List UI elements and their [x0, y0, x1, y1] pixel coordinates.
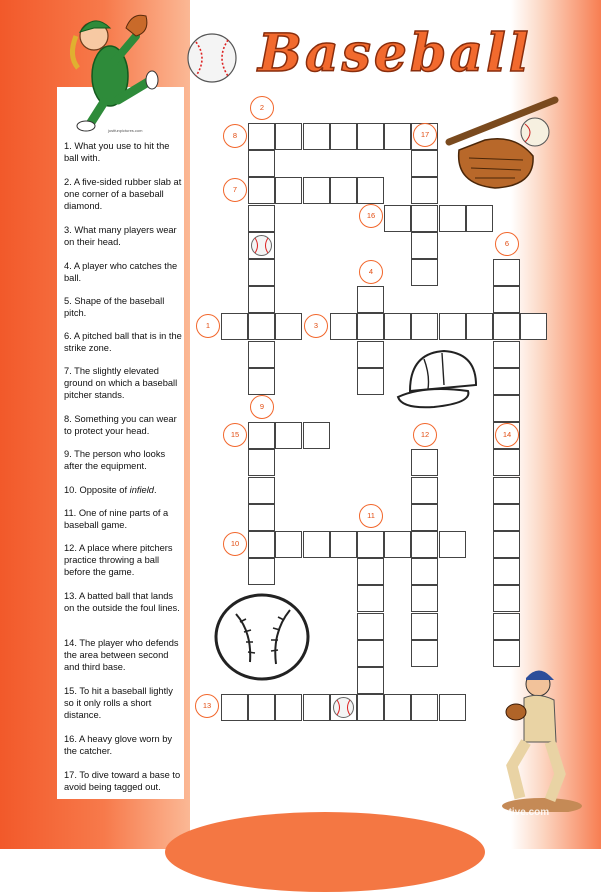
grid-cell[interactable] — [357, 694, 384, 721]
image-credit: justfunpictures.com — [108, 128, 143, 133]
grid-cell[interactable] — [493, 368, 520, 395]
clue-4: 4. A player who catches the ball. — [64, 261, 178, 283]
grid-cell[interactable] — [411, 558, 438, 585]
grid-cell[interactable] — [357, 286, 384, 313]
grid-cell[interactable] — [357, 313, 384, 340]
grid-cell[interactable] — [248, 504, 275, 531]
grid-cell[interactable] — [248, 313, 275, 340]
clue-16: 16. A heavy glove worn by the catcher. — [64, 734, 173, 756]
grid-cell[interactable] — [330, 123, 357, 150]
clue-8: 8. Something you can wear to protect your head. — [64, 414, 177, 436]
grid-cell[interactable] — [411, 585, 438, 612]
grid-cell[interactable] — [357, 177, 384, 204]
clue-number-10: 10 — [223, 532, 247, 556]
grid-cell[interactable] — [357, 640, 384, 667]
grid-cell[interactable] — [330, 694, 357, 721]
grid-cell[interactable] — [493, 504, 520, 531]
grid-cell[interactable] — [411, 504, 438, 531]
clue-number-11: 11 — [359, 504, 383, 528]
grid-cell[interactable] — [248, 422, 275, 449]
grid-cell[interactable] — [493, 640, 520, 667]
clue-number-1: 1 — [196, 314, 220, 338]
grid-cell[interactable] — [357, 123, 384, 150]
page-title: Baseball — [258, 23, 532, 84]
grid-cell[interactable] — [493, 341, 520, 368]
clue-number-9: 9 — [250, 395, 274, 419]
clue-number-2: 2 — [250, 96, 274, 120]
grid-cell[interactable] — [303, 422, 330, 449]
grid-cell[interactable] — [303, 531, 330, 558]
grid-cell[interactable] — [493, 613, 520, 640]
clue-5: 5. Shape of the baseball pitch. — [64, 296, 165, 318]
grid-cell[interactable] — [248, 232, 275, 259]
grid-cell[interactable] — [384, 694, 411, 721]
grid-cell[interactable] — [384, 531, 411, 558]
grid-cell[interactable] — [303, 694, 330, 721]
grid-cell[interactable] — [275, 177, 302, 204]
clue-3: 3. What many players wear on their head. — [64, 225, 177, 247]
grid-cell[interactable] — [493, 395, 520, 422]
grid-cell[interactable] — [411, 477, 438, 504]
clue-10-suffix: . — [153, 485, 157, 495]
grid-cell[interactable] — [248, 531, 275, 558]
clue-11: 11. One of nine parts of a baseball game. — [64, 508, 169, 530]
grid-cell[interactable] — [248, 205, 275, 232]
clue-10 — [64, 484, 182, 496]
grid-cell[interactable] — [411, 259, 438, 286]
grid-cell[interactable] — [303, 123, 330, 150]
clue-number-3: 3 — [304, 314, 328, 338]
grid-cell[interactable] — [439, 313, 466, 340]
grid-cell[interactable] — [275, 531, 302, 558]
grid-cell[interactable] — [248, 477, 275, 504]
grid-cell[interactable] — [411, 177, 438, 204]
grid-cell[interactable] — [493, 449, 520, 476]
clue-15: 15. To hit a baseball lightly so it only rolls a short distance. — [64, 686, 173, 720]
clue-number-8: 8 — [223, 124, 247, 148]
grid-cell[interactable] — [466, 205, 493, 232]
grid-cell[interactable] — [384, 123, 411, 150]
grid-cell[interactable] — [303, 177, 330, 204]
grid-cell[interactable] — [466, 313, 493, 340]
clue-14: 14. The player who defends the area between second and third base. — [64, 638, 179, 672]
grid-cell[interactable] — [248, 694, 275, 721]
grid-cell[interactable] — [411, 232, 438, 259]
grid-cell[interactable] — [411, 449, 438, 476]
bottom-orange-blob — [165, 812, 485, 892]
grid-cell[interactable] — [357, 341, 384, 368]
clue-17: 17. To dive toward a base to avoid being tagged out. — [64, 770, 181, 792]
grid-cell[interactable] — [493, 286, 520, 313]
clue-9: 9. The person who looks after the equipment. — [64, 449, 166, 471]
grid-cell[interactable] — [248, 368, 275, 395]
baseball-icon — [249, 233, 274, 258]
grid-cell[interactable] — [248, 123, 275, 150]
grid-cell[interactable] — [248, 449, 275, 476]
grid-cell[interactable] — [411, 531, 438, 558]
grid-cell[interactable] — [384, 205, 411, 232]
grid-cell[interactable] — [357, 667, 384, 694]
clue-number-12: 12 — [413, 423, 437, 447]
grid-cell[interactable] — [493, 259, 520, 286]
grid-cell[interactable] — [493, 477, 520, 504]
grid-cell[interactable] — [493, 558, 520, 585]
grid-cell[interactable] — [493, 585, 520, 612]
grid-cell[interactable] — [221, 694, 248, 721]
clue-6: 6. A pitched ball that is in the strike zone. — [64, 331, 182, 353]
grid-cell[interactable] — [275, 422, 302, 449]
clue-10-word: infield — [129, 485, 154, 495]
clue-number-4: 4 — [359, 260, 383, 284]
clue-12: 12. A place where pitchers practice throwing a ball before the game. — [64, 543, 173, 577]
grid-cell[interactable] — [248, 341, 275, 368]
grid-cell[interactable] — [275, 313, 302, 340]
ball-outline-icon — [212, 592, 312, 682]
grid-cell[interactable] — [439, 205, 466, 232]
grid-cell[interactable] — [411, 694, 438, 721]
watermark: iSLCollective.com — [463, 807, 550, 818]
grid-cell[interactable] — [411, 150, 438, 177]
clue-number-17: 17 — [413, 123, 437, 147]
clue-number-6: 6 — [495, 232, 519, 256]
clue-13: 13. A batted ball that lands on the outside the foul lines. — [64, 591, 180, 613]
bat-and-glove-icon — [445, 94, 562, 194]
grid-cell[interactable] — [221, 313, 248, 340]
grid-cell[interactable] — [330, 313, 357, 340]
clue-10-prefix: 10. Opposite of — [64, 485, 130, 495]
grid-cell[interactable] — [248, 286, 275, 313]
clue-number-14: 14 — [495, 423, 519, 447]
grid-cell[interactable] — [357, 368, 384, 395]
grid-cell[interactable] — [357, 531, 384, 558]
grid-cell[interactable] — [330, 177, 357, 204]
clue-1: 1. What you use to hit the ball with. — [64, 141, 170, 163]
grid-cell[interactable] — [493, 313, 520, 340]
grid-cell[interactable] — [411, 205, 438, 232]
grid-cell[interactable] — [248, 150, 275, 177]
grid-cell[interactable] — [493, 531, 520, 558]
clue-7: 7. The slightly elevated ground on which a baseball pitcher stands. — [64, 366, 178, 400]
grid-cell[interactable] — [248, 177, 275, 204]
grid-cell[interactable] — [520, 313, 547, 340]
baseball-icon — [331, 695, 356, 720]
grid-cell[interactable] — [357, 585, 384, 612]
clue-number-16: 16 — [359, 204, 383, 228]
grid-cell[interactable] — [248, 558, 275, 585]
grid-cell[interactable] — [411, 613, 438, 640]
pitcher-player-icon — [494, 662, 590, 812]
grid-cell[interactable] — [357, 613, 384, 640]
clue-2: 2. A five-sided rubber slab at one corner of a baseball diamond. — [64, 177, 182, 211]
grid-cell[interactable] — [248, 259, 275, 286]
grid-cell[interactable] — [330, 531, 357, 558]
clue-number-7: 7 — [223, 178, 247, 202]
grid-cell[interactable] — [275, 123, 302, 150]
grid-cell[interactable] — [439, 531, 466, 558]
clue-number-15: 15 — [223, 423, 247, 447]
grid-cell[interactable] — [275, 694, 302, 721]
grid-cell[interactable] — [439, 694, 466, 721]
clue-number-13: 13 — [195, 694, 219, 718]
cap-icon — [394, 345, 480, 415]
grid-cell[interactable] — [411, 640, 438, 667]
grid-cell[interactable] — [384, 313, 411, 340]
pitcher-character-icon — [54, 6, 166, 134]
baseball-icon — [186, 32, 238, 84]
grid-cell[interactable] — [357, 558, 384, 585]
grid-cell[interactable] — [411, 313, 438, 340]
